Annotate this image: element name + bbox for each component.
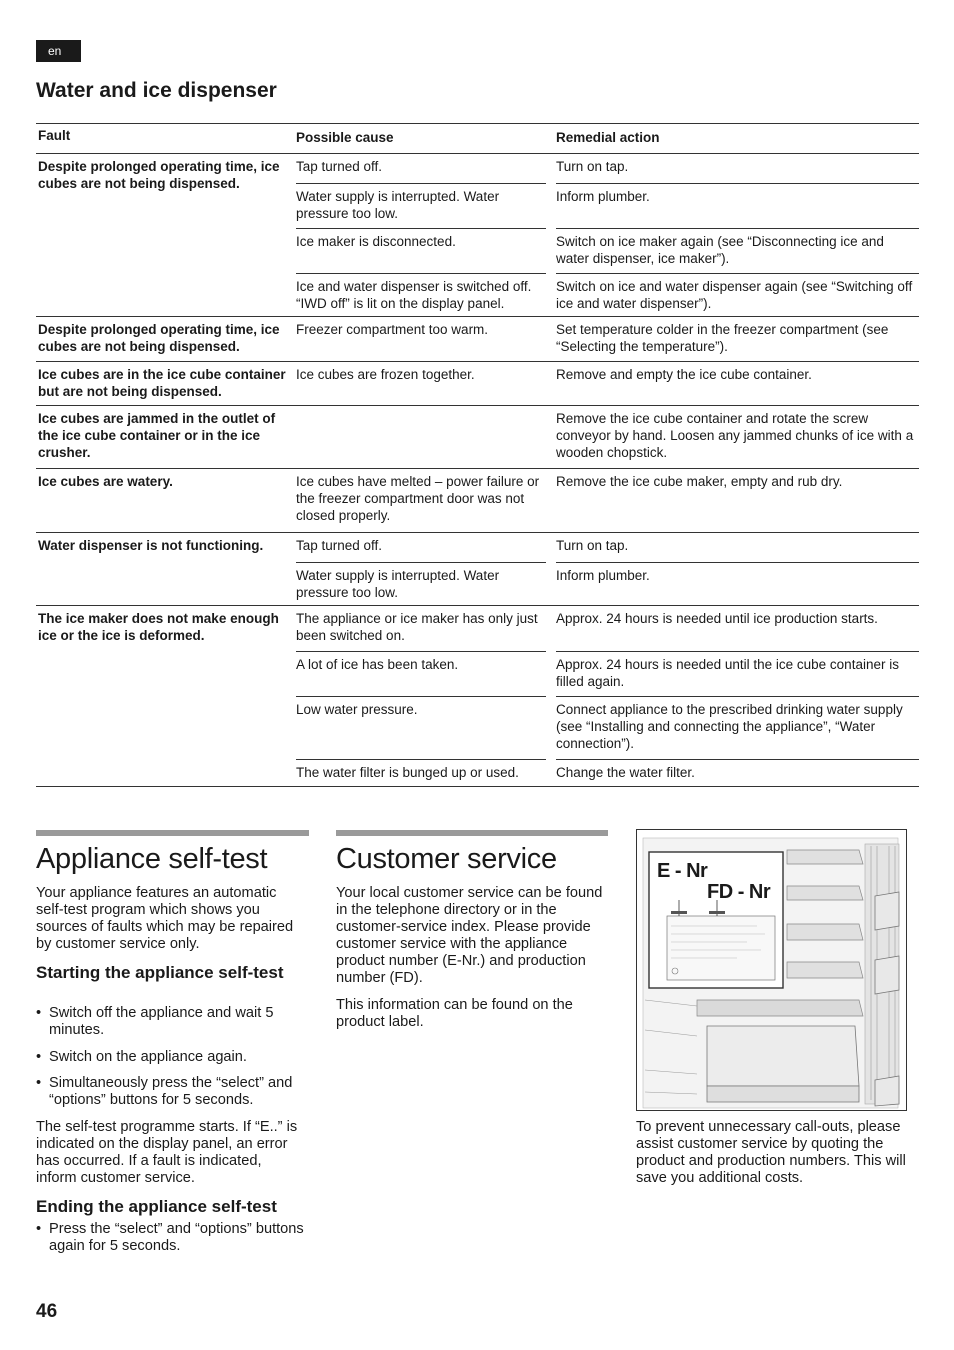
action-cell: Inform plumber. <box>556 562 919 606</box>
fd-nr-label: FD - Nr <box>707 881 771 903</box>
action-cell: Change the water filter. <box>556 759 919 788</box>
action-cell: Set temperature colder in the freezer compartment (see “Selecting the temperature”). <box>556 322 889 354</box>
cause-cell: Tap turned off. <box>296 538 383 553</box>
table-row <box>296 696 919 759</box>
start-step-1: • Switch off the appliance and wait 5 minutes. <box>36 1005 306 1039</box>
fault-cell: Despite prolonged operating time, ice cubes are not being dispensed. <box>38 159 280 191</box>
table-row <box>296 183 919 228</box>
cause-cell: Tap turned off. <box>296 159 383 174</box>
table-row <box>296 651 919 696</box>
table-header-row <box>36 123 919 153</box>
fault-group <box>36 605 919 787</box>
table-row <box>296 469 919 533</box>
fault-group <box>36 316 919 361</box>
fault-group <box>36 153 919 316</box>
table-row <box>296 317 919 362</box>
fault-group <box>36 405 919 468</box>
language-badge: en <box>36 40 81 62</box>
table-row <box>296 759 919 788</box>
action-cell: Inform plumber. <box>556 183 919 228</box>
table-body <box>36 153 919 787</box>
fault-cell: Despite prolonged operating time, ice cubes are not being dispensed. <box>38 322 280 354</box>
ending-self-test-heading: Ending the appliance self-test <box>36 1197 277 1216</box>
action-cell: Approx. 24 hours is needed until the ice cube container is filled again. <box>556 651 919 696</box>
self-test-title: Appliance self-test <box>36 843 268 875</box>
fault-cell: Ice cubes are in the ice cube container but are not being dispensed. <box>38 367 286 399</box>
action-cell: Remove the ice cube container and rotate the screw conveyor by hand. Loosen any jammed chunks of ice with a wooden chopstick. <box>556 411 914 460</box>
fault-table <box>36 123 919 787</box>
end-step-1: • Press the “select” and “options” buttons again for 5 seconds. <box>36 1221 306 1255</box>
customer-service-para-2: This information can be found on the product label. <box>336 997 573 1030</box>
fault-group <box>36 532 919 605</box>
table-row <box>296 606 919 651</box>
cause-cell: A lot of ice has been taken. <box>296 651 546 696</box>
fault-group <box>36 468 919 532</box>
header-fault: Fault <box>38 128 71 143</box>
self-test-result: The self-test programme starts. If “E..” is indicated on the display panel, an error has occurred. If a fault is indicated, inform customer service. <box>36 1119 298 1186</box>
cause-cell: Low water pressure. <box>296 696 546 759</box>
customer-service-rule <box>336 830 608 836</box>
table-bottom-rule <box>36 786 919 787</box>
action-cell: Remove and empty the ice cube container. <box>556 367 812 382</box>
cause-cell: Ice cubes are frozen together. <box>296 367 475 382</box>
action-cell: Turn on tap. <box>556 159 629 174</box>
start-step-2: • Switch on the appliance again. <box>36 1049 306 1066</box>
e-nr-label: E - Nr <box>657 860 708 882</box>
action-cell: Connect appliance to the prescribed drinking water supply (see “Installing and connecting the appliance”, “Water connection”). <box>556 696 919 759</box>
cause-cell: Freezer compartment too warm. <box>296 322 489 337</box>
figure-caption: To prevent unnecessary call-outs, please assist customer service by quoting the product and production numbers. This will save you additional costs. <box>636 1119 906 1186</box>
fault-cell: Ice cubes are watery. <box>38 474 173 489</box>
customer-service-para-1: Your local customer service can be found in the telephone directory or in the customer-service index. Please provide customer service with the appliance product number (E-Nr.) and production number (FD). <box>336 885 603 986</box>
section-title: Water and ice dispenser <box>36 79 277 102</box>
cause-cell <box>296 406 546 469</box>
self-test-rule <box>36 830 309 836</box>
table-row <box>296 154 919 183</box>
action-cell: Remove the ice cube maker, empty and rub dry. <box>556 474 843 489</box>
starting-self-test-heading: Starting the appliance self-test <box>36 963 284 982</box>
cause-cell: Water supply is interrupted. Water pressure too low. <box>296 183 546 228</box>
cause-cell: The appliance or ice maker has only just been switched on. <box>296 611 538 643</box>
cause-cell: Ice cubes have melted – power failure or the freezer compartment door was not closed properly. <box>296 474 540 523</box>
table-row <box>296 562 919 606</box>
table-row <box>296 362 919 406</box>
action-cell: Approx. 24 hours is needed until ice production starts. <box>556 611 878 626</box>
fault-cell: Water dispenser is not functioning. <box>38 538 264 553</box>
fault-cell: Ice cubes are jammed in the outlet of the ice cube container or in the ice crusher. <box>38 411 276 460</box>
cause-cell: The water filter is bunged up or used. <box>296 759 546 788</box>
table-row <box>296 228 919 273</box>
action-cell: Turn on tap. <box>556 538 629 553</box>
header-cause: Possible cause <box>296 130 394 145</box>
start-step-3: • Simultaneously press the “select” and “options” buttons for 5 seconds. <box>36 1075 306 1109</box>
page-number: 46 <box>36 1301 58 1322</box>
table-row <box>296 273 919 317</box>
customer-service-title: Customer service <box>336 843 557 875</box>
fault-cell: The ice maker does not make enough ice or the ice is deformed. <box>38 611 279 643</box>
cause-cell: Water supply is interrupted. Water pressure too low. <box>296 562 546 606</box>
self-test-intro: Your appliance features an automatic self-test program which shows you sources of faults which may be repaired by customer service only. <box>36 885 294 952</box>
table-row <box>296 406 919 469</box>
cause-cell: Ice and water dispenser is switched off. “IWD off” is lit on the display panel. <box>296 273 546 317</box>
table-row <box>296 533 919 562</box>
product-label-figure <box>636 829 907 1111</box>
cause-cell: Ice maker is disconnected. <box>296 228 546 273</box>
fault-group <box>36 361 919 405</box>
action-cell: Switch on ice maker again (see “Disconnecting ice and water dispenser, ice maker”). <box>556 228 919 273</box>
header-action: Remedial action <box>556 130 660 145</box>
action-cell: Switch on ice and water dispenser again (see “Switching off ice and water dispenser”). <box>556 273 919 317</box>
